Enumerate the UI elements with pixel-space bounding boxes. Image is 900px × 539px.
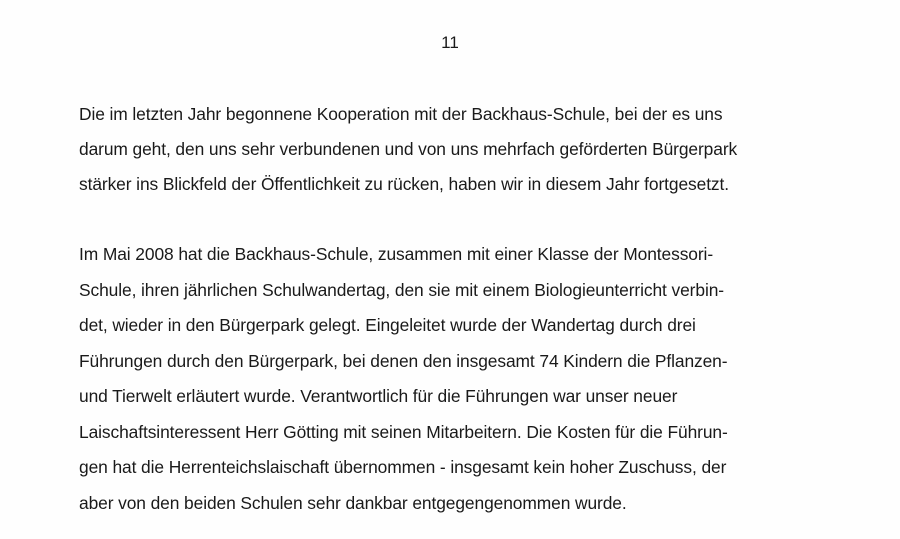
paragraph-line: Die im letzten Jahr begonnene Kooperation mit der Backhaus-Schule, bei der es uns <box>79 104 723 124</box>
paragraph-line: aber von den beiden Schulen sehr dankbar entgegengenommen wurde. <box>79 493 627 513</box>
paragraph-line: darum geht, den uns sehr verbundenen und von uns mehrfach geförderten Bürgerpark <box>79 139 738 159</box>
paragraph-line: Im Mai 2008 hat die Backhaus-Schule, zusammen mit einer Klasse der Montessori- <box>79 244 714 264</box>
paragraph-line: Führungen durch den Bürgerpark, bei denen den insgesamt 74 Kindern die Pflanzen- <box>79 351 728 371</box>
page-number: 11 <box>441 33 459 52</box>
paragraph-line: Laischaftsinteressent Herr Götting mit seinen Mitarbeitern. Die Kosten für die Führun- <box>79 422 728 442</box>
paragraph-line: det, wieder in den Bürgerpark gelegt. Eingeleitet wurde der Wandertag durch drei <box>79 315 696 335</box>
paragraph-line: und Tierwelt erläutert wurde. Verantwortlich für die Führungen war unser neuer <box>79 386 678 406</box>
paragraph-line: gen hat die Herrenteichslaischaft übernommen - insgesamt kein hoher Zuschuss, der <box>79 457 727 477</box>
paragraph-line: Schule, ihren jährlichen Schulwandertag, den sie mit einem Biologieunterricht verbin- <box>79 280 724 300</box>
paragraph-line: stärker ins Blickfeld der Öffentlichkeit zu rücken, haben wir in diesem Jahr fortgesetzt. <box>79 174 729 194</box>
